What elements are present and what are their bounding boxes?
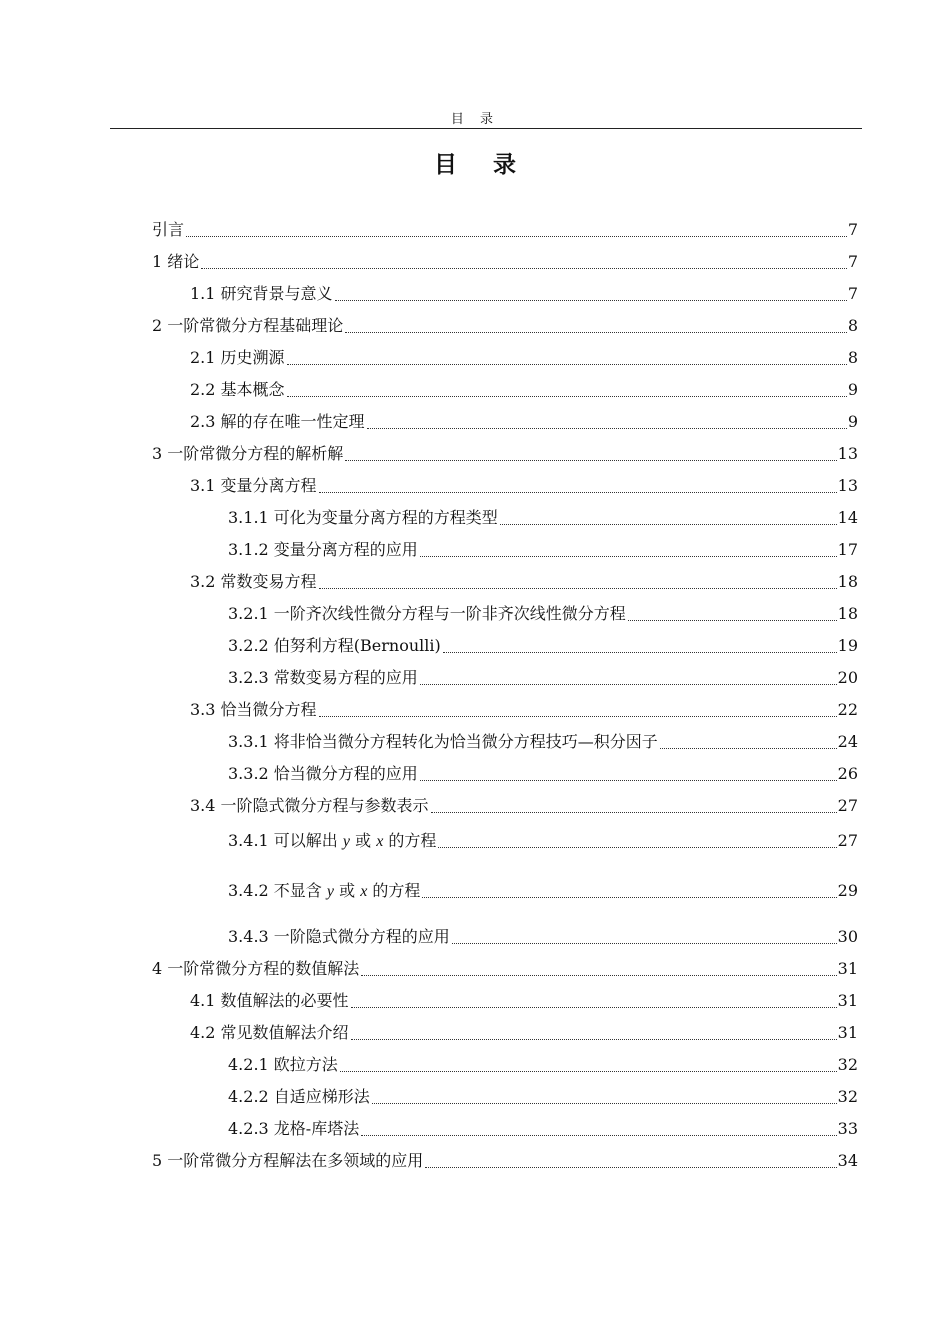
toc-entry-5[interactable] [152,1149,858,1173]
dot-leader [335,300,847,301]
label-text: 或 [350,831,377,850]
toc-page-number: 7 [847,220,858,239]
toc-page-number: 30 [837,927,858,946]
toc-page-number: 8 [847,316,858,335]
toc-page-number: 32 [837,1055,858,1074]
dot-leader [422,897,836,898]
toc-entry-3-2[interactable] [190,570,858,594]
toc-label: 4.2.1 欧拉方法 [228,1055,338,1074]
toc-entry-1[interactable] [152,250,858,274]
toc-page-number: 22 [837,700,858,719]
dot-leader [345,332,847,333]
toc-entry-3[interactable] [152,442,858,466]
toc-label: 3.1 变量分离方程 [190,476,317,495]
dot-leader [351,1039,837,1040]
toc-page-number: 7 [847,252,858,271]
dot-leader [287,364,847,365]
toc-label: 3.4.3 一阶隐式微分方程的应用 [228,927,450,946]
dot-leader [660,748,837,749]
dot-leader [372,1103,837,1104]
toc-entry-2[interactable] [152,314,858,338]
toc-entry-3-3-2[interactable] [228,762,858,786]
toc-label: 4.2.3 龙格-库塔法 [228,1119,360,1138]
dot-leader [443,652,837,653]
dot-leader [628,620,837,621]
dot-leader [500,524,837,525]
toc-entry-3-4-3[interactable] [228,925,858,949]
toc-label: 3.3.1 将非恰当微分方程转化为恰当微分方程技巧—积分因子 [228,732,658,751]
toc-page-number: 9 [847,380,858,399]
dot-leader [186,236,847,237]
toc-label: 3.1.2 变量分离方程的应用 [228,540,418,559]
toc-label [228,879,420,904]
dot-leader [420,556,837,557]
toc-entry-4-1[interactable] [190,989,858,1013]
dot-leader [287,396,847,397]
toc-entry-3-1-2[interactable] [228,538,858,562]
toc-page-number: 26 [837,764,858,783]
toc-page-number: 27 [837,831,858,850]
toc-page-number: 34 [837,1151,858,1170]
toc-label: 3.2 常数变易方程 [190,572,317,591]
dot-leader [425,1167,836,1168]
toc-entry-3-2-1[interactable] [228,602,858,626]
toc-page-number: 31 [837,959,858,978]
toc-entry-2-3[interactable] [190,410,858,434]
label-text: 的方程 [367,881,421,900]
header-rule [110,128,862,129]
dot-leader [340,1071,837,1072]
toc-label: 3.2.3 常数变易方程的应用 [228,668,418,687]
page-title: 目 录 [433,152,530,178]
dot-leader [201,268,847,269]
toc-label: 引言 [152,220,185,239]
toc-label: 4 一阶常微分方程的数值解法 [152,959,360,978]
toc-label [228,829,436,854]
toc-page-number: 18 [837,572,858,591]
toc-label: 3.1.1 可化为变量分离方程的方程类型 [228,508,498,527]
dot-leader [452,943,837,944]
toc-page-number: 32 [837,1087,858,1106]
label-text: 3.4.1 可以解出 [228,831,343,850]
toc-entry-2-1[interactable] [190,346,858,370]
toc-label: 2.2 基本概念 [190,380,285,399]
dot-leader [351,1007,837,1008]
toc-label: 4.2 常见数值解法介绍 [190,1023,349,1042]
toc-label: 3.3.2 恰当微分方程的应用 [228,764,418,783]
running-head: 目 录 [450,112,500,127]
toc-page-number: 13 [837,476,858,495]
toc-entry-4-2-2[interactable] [228,1085,858,1109]
toc-entry-3-4[interactable] [190,794,858,818]
dot-leader [367,428,847,429]
toc-label: 4.1 数值解法的必要性 [190,991,349,1010]
toc-page-number: 24 [837,732,858,751]
toc-page-number: 31 [837,991,858,1010]
toc-entry-3-2-3[interactable] [228,666,858,690]
toc-page-number: 14 [837,508,858,527]
toc-label: 3.2.1 一阶齐次线性微分方程与一阶非齐次线性微分方程 [228,604,626,623]
toc-page-number: 18 [837,604,858,623]
label-text: 或 [334,881,361,900]
toc-page-number: 13 [837,444,858,463]
toc-label: 1 绪论 [152,252,200,271]
toc-label: 3 一阶常微分方程的解析解 [152,444,344,463]
toc-entry-4-2-3[interactable] [228,1117,858,1141]
label-text: 3.4.2 不显含 [228,881,327,900]
toc-page-number: 31 [837,1023,858,1042]
label-text: 的方程 [383,831,437,850]
toc-page-number: 27 [837,796,858,815]
toc-page-number: 20 [837,668,858,687]
dot-leader [319,588,837,589]
toc-entry-3-2-2[interactable] [228,634,858,658]
toc-entry-3-1-1[interactable] [228,506,858,530]
toc-page-number: 17 [837,540,858,559]
toc-page-number: 29 [837,881,858,900]
toc-entry-3-3-1[interactable] [228,730,858,754]
dot-leader [420,780,837,781]
toc-entry-1-1[interactable] [190,282,858,306]
toc-page-number: 19 [837,636,858,655]
toc-page-number: 9 [847,412,858,431]
toc-label: 3.3 恰当微分方程 [190,700,317,719]
toc-page-number: 8 [847,348,858,367]
dot-leader [438,847,836,848]
dot-leader [345,460,836,461]
toc-label: 1.1 研究背景与意义 [190,284,333,303]
dot-leader [361,1135,836,1136]
toc-label: 3.4 一阶隐式微分方程与参数表示 [190,796,429,815]
toc-page-number: 33 [837,1119,858,1138]
toc-label: 3.2.2 伯努利方程(Bernoulli) [228,636,441,655]
toc-entry-3-3[interactable] [190,698,858,722]
toc-label: 4.2.2 自适应梯形法 [228,1087,370,1106]
toc-entry-2-2[interactable] [190,378,858,402]
dot-leader [361,975,836,976]
math-variable: y [326,883,334,900]
toc-label: 2.1 历史溯源 [190,348,285,367]
toc-entry-4-2[interactable] [190,1021,858,1045]
math-variable: x [360,883,368,900]
dot-leader [420,684,837,685]
dot-leader [319,492,837,493]
dot-leader [431,812,837,813]
toc-entry-4[interactable] [152,957,858,981]
dot-leader [319,716,837,717]
toc-label: 2 一阶常微分方程基础理论 [152,316,344,335]
toc-entry-3-4-2[interactable] [228,879,858,903]
toc-label: 5 一阶常微分方程解法在多领域的应用 [152,1151,424,1170]
toc-label: 2.3 解的存在唯一性定理 [190,412,365,431]
math-variable: x [376,833,384,850]
toc-entry-3-1[interactable] [190,474,858,498]
toc-entry-intro[interactable] [152,218,858,242]
toc-entry-3-4-1[interactable] [228,829,858,853]
math-variable: y [342,833,350,850]
toc-entry-4-2-1[interactable] [228,1053,858,1077]
toc-page-number: 7 [847,284,858,303]
